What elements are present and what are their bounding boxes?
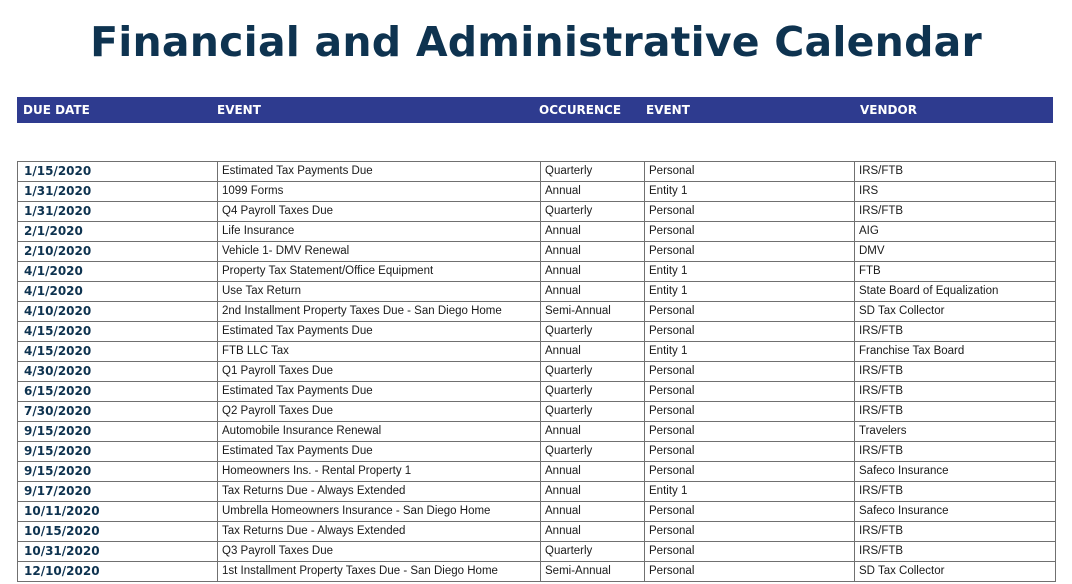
occurrence-cell: Annual (541, 282, 645, 302)
table-row (18, 402, 1056, 422)
occurrence-cell: Annual (541, 182, 645, 202)
table-row (18, 542, 1056, 562)
vendor-cell: FTB (855, 262, 1056, 282)
event-cell: Q3 Payroll Taxes Due (218, 542, 541, 562)
due-date-cell: 9/15/2020 (18, 442, 218, 462)
table-row (18, 422, 1056, 442)
due-date-cell: 10/31/2020 (18, 542, 218, 562)
due-date-cell: 1/15/2020 (18, 162, 218, 182)
occurrence-cell: Semi-Annual (541, 302, 645, 322)
table-row (18, 342, 1056, 362)
event-type-cell: Personal (645, 422, 855, 442)
event-type-cell: Personal (645, 462, 855, 482)
vendor-cell: IRS/FTB (855, 402, 1056, 422)
event-type-cell: Personal (645, 302, 855, 322)
vendor-cell: IRS/FTB (855, 162, 1056, 182)
due-date-cell: 9/15/2020 (18, 422, 218, 442)
event-type-cell: Entity 1 (645, 182, 855, 202)
event-type-cell: Entity 1 (645, 282, 855, 302)
table-row (18, 322, 1056, 342)
event-type-cell: Personal (645, 242, 855, 262)
occurrence-cell: Quarterly (541, 542, 645, 562)
event-cell: Tax Returns Due - Always Extended (218, 522, 541, 542)
table-row (18, 502, 1056, 522)
event-cell: Estimated Tax Payments Due (218, 442, 541, 462)
page-title: Financial and Administrative Calendar (90, 18, 982, 66)
event-cell: Estimated Tax Payments Due (218, 162, 541, 182)
vendor-cell: SD Tax Collector (855, 302, 1056, 322)
vendor-cell: IRS/FTB (855, 442, 1056, 462)
due-date-cell: 1/31/2020 (18, 202, 218, 222)
occurrence-cell: Quarterly (541, 402, 645, 422)
vendor-cell: Franchise Tax Board (855, 342, 1056, 362)
calendar-table-body (18, 162, 1056, 582)
occurrence-cell: Annual (541, 422, 645, 442)
due-date-cell: 4/10/2020 (18, 302, 218, 322)
event-cell: 1st Installment Property Taxes Due - San Diego Home (218, 562, 541, 582)
event-type-cell: Entity 1 (645, 482, 855, 502)
table-row (18, 382, 1056, 402)
event-cell: Umbrella Homeowners Insurance - San Diego Home (218, 502, 541, 522)
table-row (18, 262, 1056, 282)
table-row (18, 522, 1056, 542)
event-type-cell: Personal (645, 222, 855, 242)
occurrence-cell: Annual (541, 462, 645, 482)
event-cell: Use Tax Return (218, 282, 541, 302)
event-cell: FTB LLC Tax (218, 342, 541, 362)
event-cell: 2nd Installment Property Taxes Due - San Diego Home (218, 302, 541, 322)
event-cell: Homeowners Ins. - Rental Property 1 (218, 462, 541, 482)
table-row (18, 442, 1056, 462)
column-header-bar (17, 97, 1053, 123)
due-date-cell: 6/15/2020 (18, 382, 218, 402)
vendor-cell: Safeco Insurance (855, 462, 1056, 482)
table-row (18, 182, 1056, 202)
event-type-cell: Personal (645, 382, 855, 402)
event-type-cell: Entity 1 (645, 262, 855, 282)
vendor-cell: IRS/FTB (855, 362, 1056, 382)
due-date-cell: 4/1/2020 (18, 262, 218, 282)
vendor-cell: IRS (855, 182, 1056, 202)
table-row (18, 282, 1056, 302)
occurrence-cell: Annual (541, 522, 645, 542)
vendor-cell: IRS/FTB (855, 322, 1056, 342)
occurrence-cell: Annual (541, 482, 645, 502)
due-date-cell: 10/11/2020 (18, 502, 218, 522)
due-date-cell: 2/10/2020 (18, 242, 218, 262)
header-due-date: DUE DATE (23, 103, 90, 117)
event-type-cell: Entity 1 (645, 342, 855, 362)
table-row (18, 462, 1056, 482)
occurrence-cell: Quarterly (541, 202, 645, 222)
event-type-cell: Personal (645, 562, 855, 582)
due-date-cell: 4/15/2020 (18, 322, 218, 342)
event-type-cell: Personal (645, 362, 855, 382)
table-row (18, 562, 1056, 582)
occurrence-cell: Annual (541, 242, 645, 262)
due-date-cell: 9/17/2020 (18, 482, 218, 502)
occurrence-cell: Annual (541, 222, 645, 242)
event-type-cell: Personal (645, 442, 855, 462)
event-cell: Automobile Insurance Renewal (218, 422, 541, 442)
event-type-cell: Personal (645, 322, 855, 342)
due-date-cell: 4/1/2020 (18, 282, 218, 302)
vendor-cell: AIG (855, 222, 1056, 242)
vendor-cell: DMV (855, 242, 1056, 262)
table-row (18, 302, 1056, 322)
vendor-cell: State Board of Equalization (855, 282, 1056, 302)
table-row (18, 202, 1056, 222)
event-type-cell: Personal (645, 402, 855, 422)
header-event-type: EVENT (646, 103, 690, 117)
header-occurence: OCCURENCE (539, 103, 622, 117)
due-date-cell: 12/10/2020 (18, 562, 218, 582)
event-type-cell: Personal (645, 202, 855, 222)
table-row (18, 482, 1056, 502)
event-type-cell: Personal (645, 522, 855, 542)
occurrence-cell: Quarterly (541, 322, 645, 342)
table-row (18, 162, 1056, 182)
due-date-cell: 2/1/2020 (18, 222, 218, 242)
event-cell: Q4 Payroll Taxes Due (218, 202, 541, 222)
vendor-cell: IRS/FTB (855, 382, 1056, 402)
vendor-cell: SD Tax Collector (855, 562, 1056, 582)
event-cell: Estimated Tax Payments Due (218, 322, 541, 342)
vendor-cell: IRS/FTB (855, 522, 1056, 542)
occurrence-cell: Annual (541, 262, 645, 282)
calendar-table (17, 161, 1056, 582)
occurrence-cell: Quarterly (541, 362, 645, 382)
vendor-cell: IRS/FTB (855, 482, 1056, 502)
due-date-cell: 1/31/2020 (18, 182, 218, 202)
occurrence-cell: Semi-Annual (541, 562, 645, 582)
due-date-cell: 10/15/2020 (18, 522, 218, 542)
due-date-cell: 7/30/2020 (18, 402, 218, 422)
event-cell: 1099 Forms (218, 182, 541, 202)
occurrence-cell: Quarterly (541, 442, 645, 462)
occurrence-cell: Quarterly (541, 162, 645, 182)
vendor-cell: IRS/FTB (855, 202, 1056, 222)
occurrence-cell: Annual (541, 342, 645, 362)
header-event: EVENT (217, 103, 261, 117)
table-row (18, 222, 1056, 242)
table-row (18, 362, 1056, 382)
event-cell: Vehicle 1- DMV Renewal (218, 242, 541, 262)
event-cell: Property Tax Statement/Office Equipment (218, 262, 541, 282)
event-cell: Q2 Payroll Taxes Due (218, 402, 541, 422)
event-cell: Q1 Payroll Taxes Due (218, 362, 541, 382)
table-row (18, 242, 1056, 262)
event-type-cell: Personal (645, 502, 855, 522)
occurrence-cell: Quarterly (541, 382, 645, 402)
occurrence-cell: Annual (541, 502, 645, 522)
event-type-cell: Personal (645, 542, 855, 562)
due-date-cell: 4/15/2020 (18, 342, 218, 362)
event-cell: Tax Returns Due - Always Extended (218, 482, 541, 502)
event-type-cell: Personal (645, 162, 855, 182)
due-date-cell: 4/30/2020 (18, 362, 218, 382)
event-cell: Life Insurance (218, 222, 541, 242)
vendor-cell: Safeco Insurance (855, 502, 1056, 522)
vendor-cell: Travelers (855, 422, 1056, 442)
vendor-cell: IRS/FTB (855, 542, 1056, 562)
event-cell: Estimated Tax Payments Due (218, 382, 541, 402)
header-vendor: VENDOR (860, 103, 917, 117)
due-date-cell: 9/15/2020 (18, 462, 218, 482)
